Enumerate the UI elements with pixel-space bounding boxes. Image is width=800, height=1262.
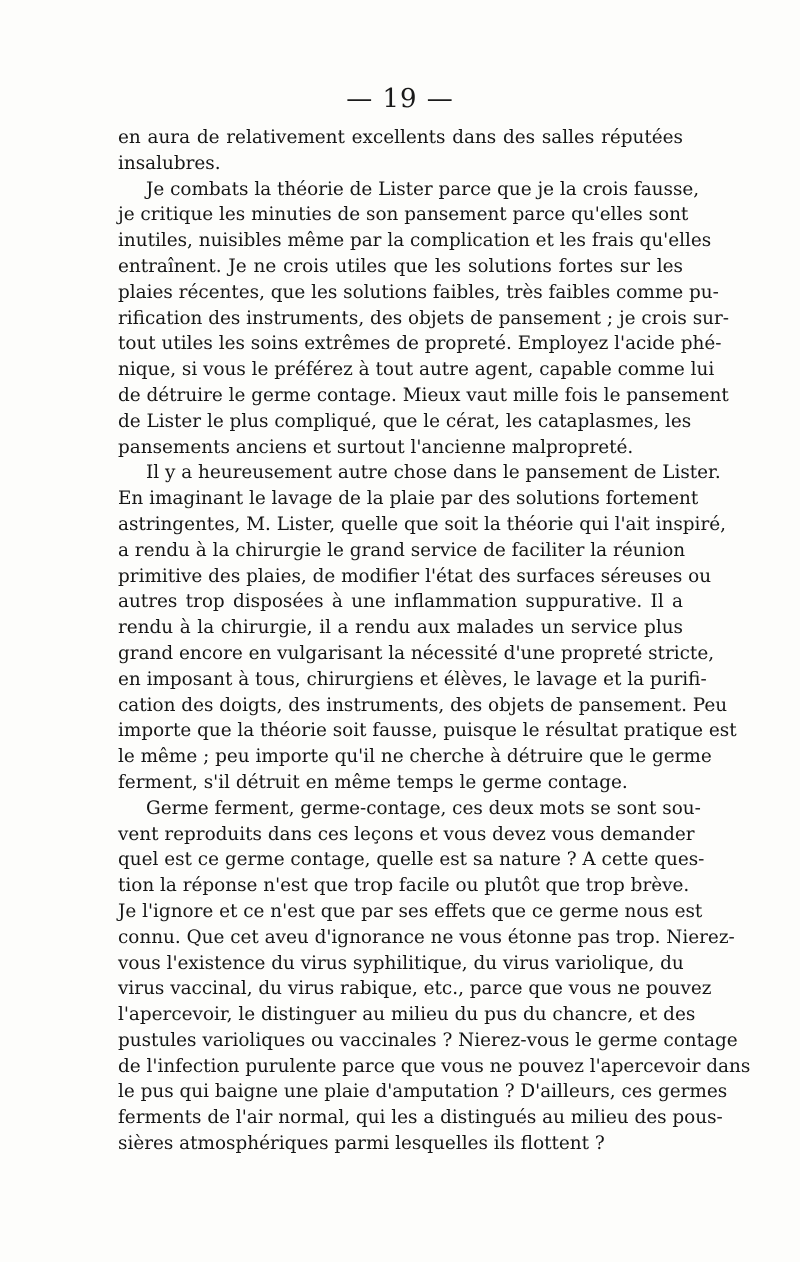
text-line: nique, si vous le préférez à tout autre agent, capable comme lui (118, 359, 715, 381)
text-line: de détruire le germe contage. Mieux vaut mille fois le pansement (118, 384, 729, 406)
text-line: l'apercevoir, le distinguer au milieu du pus du chancre, et des (118, 1004, 696, 1026)
text-line: grand encore en vulgarisant la nécessité d'une propreté stricte, (118, 642, 715, 664)
text-line: a rendu à la chirurgie le grand service de faciliter la réunion (118, 539, 686, 561)
text-line: En imaginant le lavage de la plaie par des solutions fortement (118, 488, 699, 510)
text-line: Il y a heureusement autre chose dans le pansement de Lister. (146, 462, 721, 484)
text-line: le pus qui baigne une plaie d'amputation ? D'ailleurs, ces germes (118, 1081, 728, 1103)
text-line: tion la réponse n'est que trop facile ou plutôt que trop brève. (118, 875, 690, 897)
text-line: cation des doigts, des instruments, des objets de pansement. Peu (118, 694, 728, 716)
text-line: vous l'existence du virus syphilitique, du virus variolique, du (118, 952, 684, 974)
text-line: importe que la théorie soit fausse, puisque le résultat pratique est (118, 720, 737, 742)
text-line: ferments de l'air normal, qui les a distingués au milieu des pous- (118, 1107, 723, 1129)
text-line: Je l'ignore et ce n'est que par ses effets que ce germe nous est (118, 900, 703, 922)
text-line: Germe ferment, germe-contage, ces deux mots se sont sou- (146, 797, 701, 819)
text-line: plaies récentes, que les solutions faibles, très faibles comme pu- (118, 281, 719, 303)
body-text (118, 125, 751, 1157)
text-line: autres trop disposées à une inflammation suppurative. Il a (118, 591, 683, 613)
text-line: insalubres. (118, 152, 221, 174)
text-line: connu. Que cet aveu d'ignorance ne vous étonne pas trop. Nierez- (118, 926, 735, 948)
text-line: inutiles, nuisibles même par la complication et les frais qu'elles (118, 230, 712, 252)
text-line: je critique les minuties de son pansement parce qu'elles sont (118, 204, 689, 226)
text-line: pansements anciens et surtout l'ancienne malpropreté. (118, 436, 634, 458)
text-line: astringentes, M. Lister, quelle que soit la théorie qui l'ait inspiré, (118, 513, 726, 535)
text-line: virus vaccinal, du virus rabique, etc., parce que vous ne pouvez (118, 978, 712, 1000)
text-line: en aura de relativement excellents dans des salles réputées (118, 127, 683, 148)
text-line: sières atmosphériques parmi lesquelles ils flottent ? (118, 1133, 605, 1155)
text-line: Je combats la théorie de Lister parce que je la crois fausse, (146, 178, 700, 200)
text-line: en imposant à tous, chirurgiens et élèves, le lavage et la purifi- (118, 668, 707, 690)
text-line: le même ; peu importe qu'il ne cherche à détruire que le germe (118, 746, 712, 768)
text-line: vent reproduits dans ces leçons et vous devez vous demander (118, 823, 695, 845)
text-line: pustules varioliques ou vaccinales ? Nierez-vous le germe contage (118, 1029, 738, 1051)
page-number: — 19 — (346, 84, 454, 114)
text-line: rendu à la chirurgie, il a rendu aux malades un service plus (118, 617, 683, 639)
text-line: de Lister le plus compliqué, que le cérat, les cataplasmes, les (118, 410, 692, 432)
text-line: tout utiles les soins extrêmes de propreté. Employez l'acide phé- (118, 333, 722, 355)
text-line: ferment, s'il détruit en même temps le germe contage. (118, 771, 628, 793)
text-line: rification des instruments, des objets de pansement ; je crois sur- (118, 307, 729, 329)
text-line: de l'infection purulente parce que vous ne pouvez l'apercevoir dans (118, 1055, 751, 1077)
text-line: quel est ce germe contage, quelle est sa nature ? A cette ques- (118, 849, 705, 871)
text-line: entraînent. Je ne crois utiles que les solutions fortes sur les (118, 255, 683, 277)
text-line: primitive des plaies, de modifier l'état des surfaces séreuses ou (118, 565, 712, 587)
